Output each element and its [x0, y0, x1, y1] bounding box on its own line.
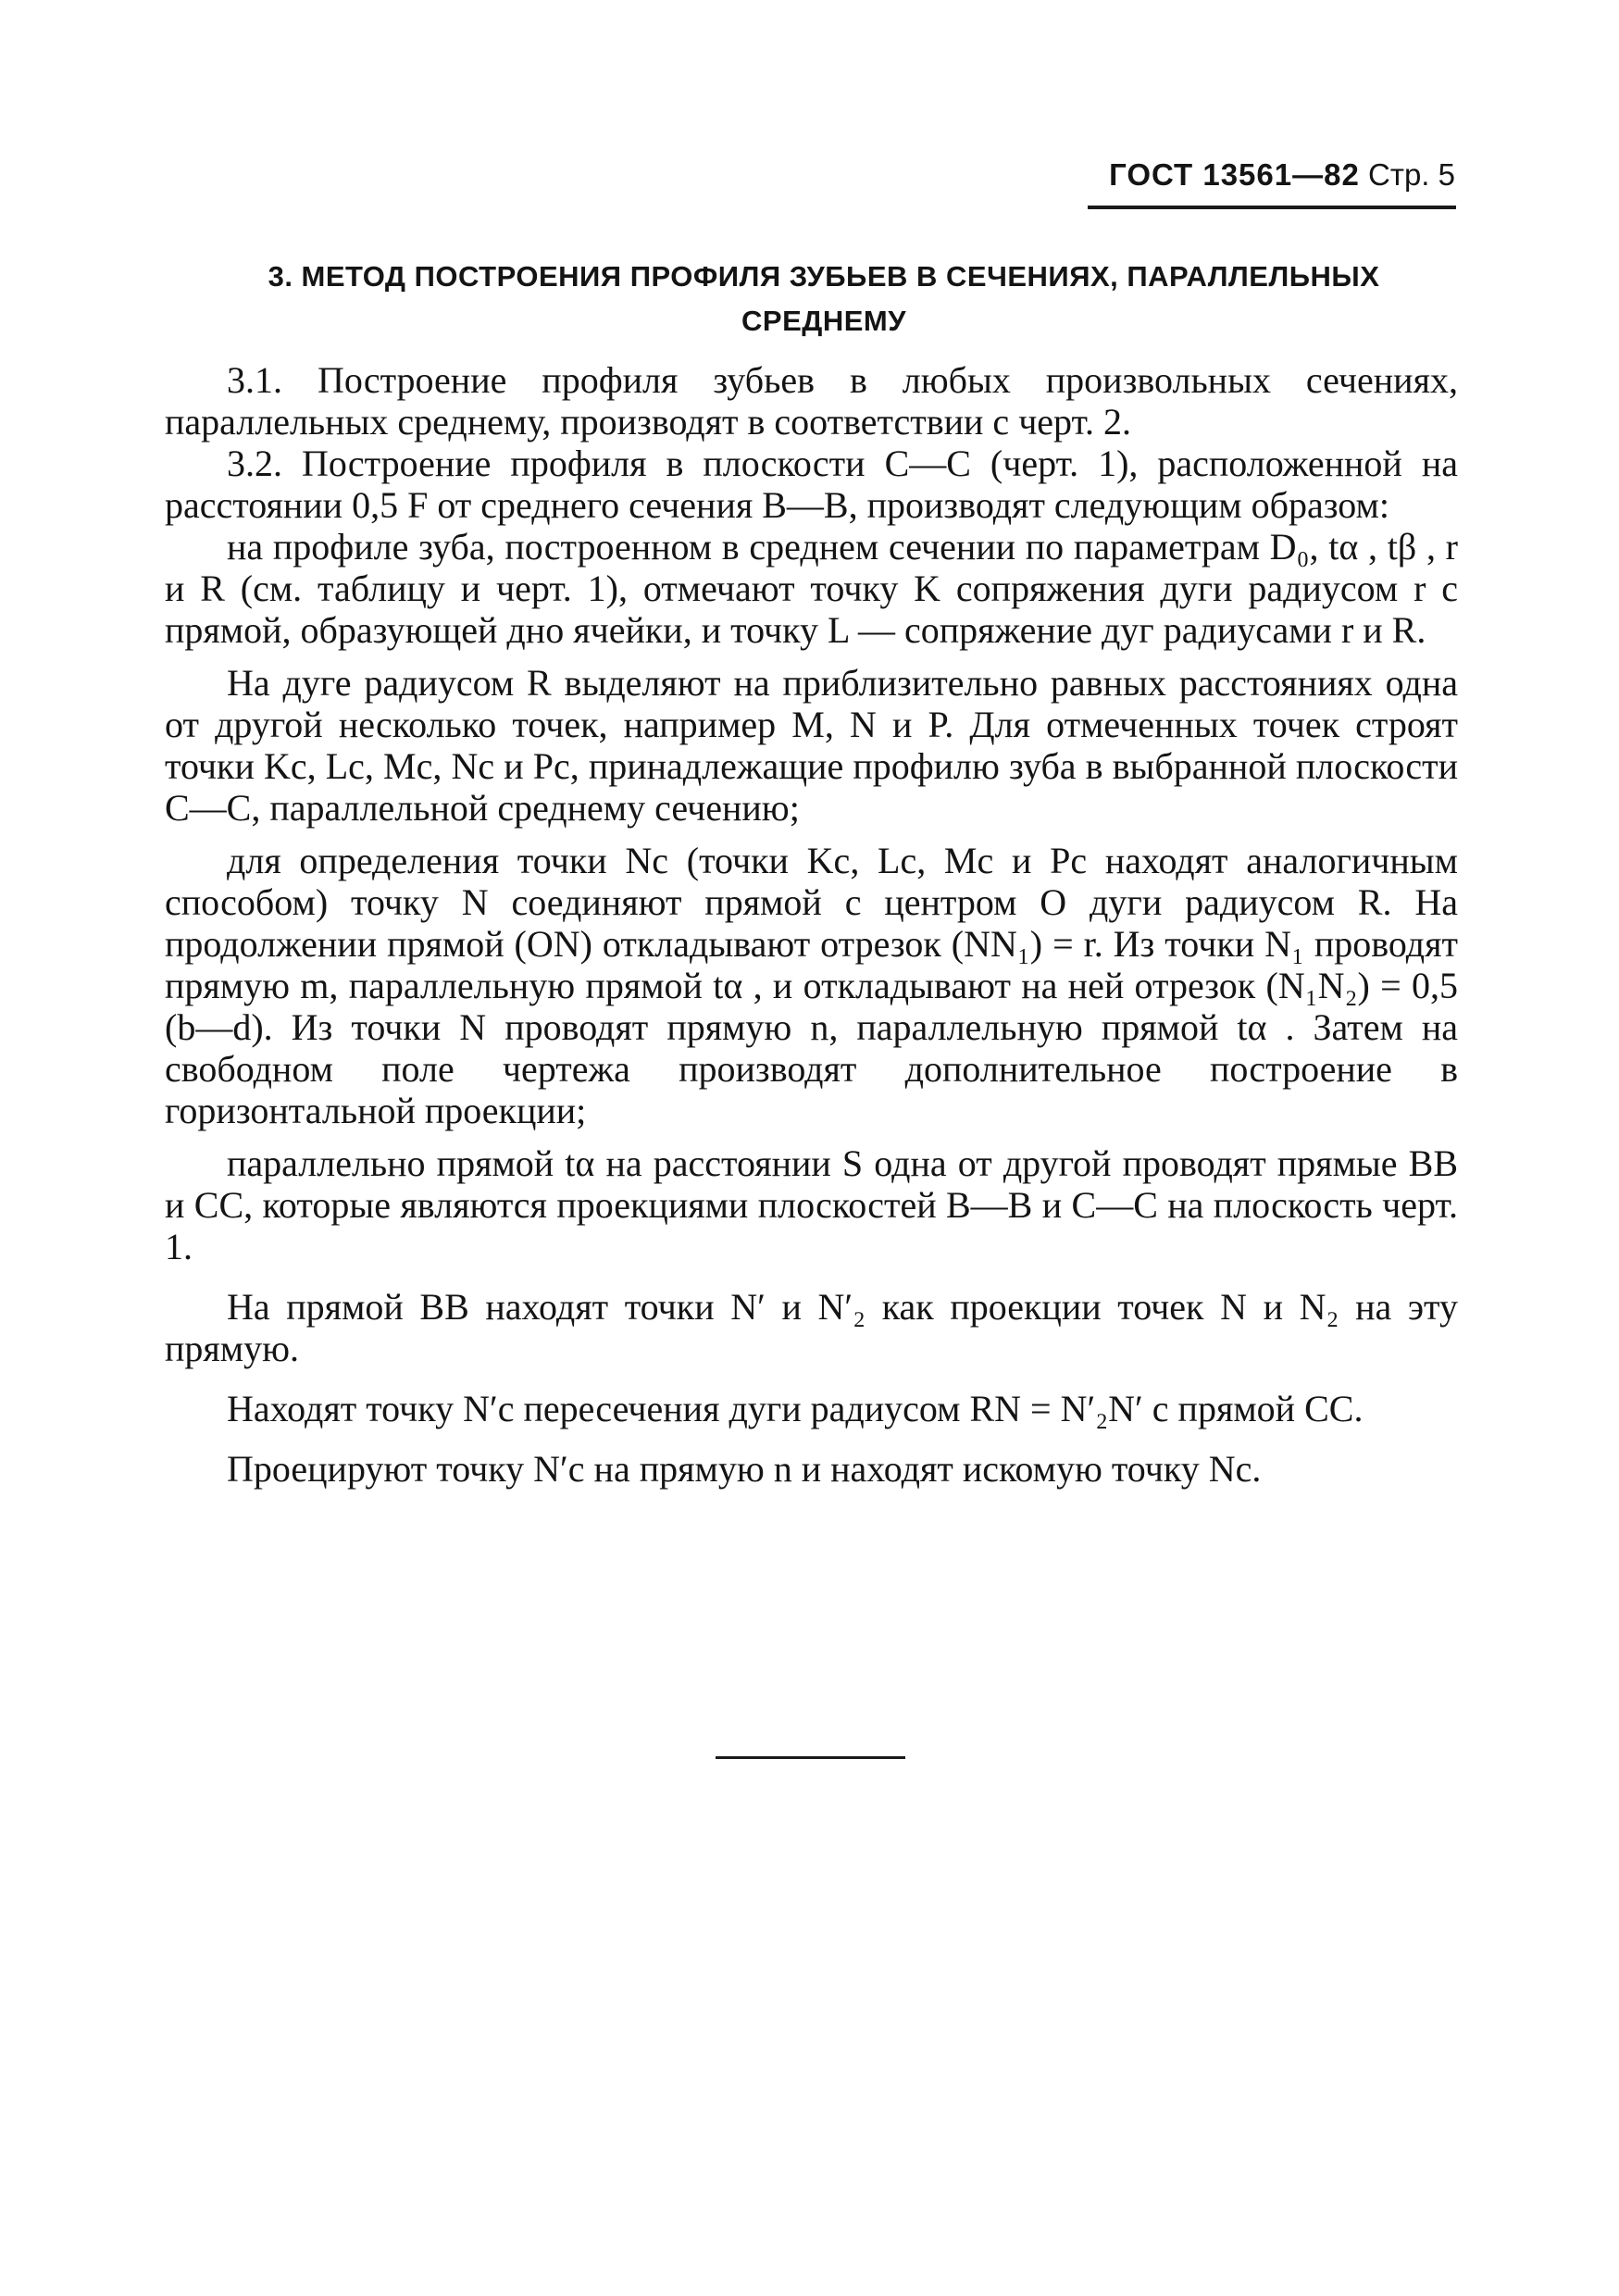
- paragraph-3-1: 3.1. Построение профиля зубьев в любых произвольных сечениях, параллельных среднему, производят в соответствии с черт. 2.: [165, 359, 1458, 443]
- paragraph: для определения точки Nc (точки Kc, Lc, Mc и Pc находят аналогичным способом) точку N соединяют прямой с центром O дуги радиусом R. На продолжении прямой (ON) откладывают отрезок (NN₁) = r. Из точки N₁ проводят прямую m, параллельную прямой tα , и откладывают на ней отрезок (N₁N₂) = 0,5 (b—d). Из точки N проводят прямую n, параллельную прямой tα . Затем на свободном поле чертежа производят дополнительное построение в горизонтальной проекции;: [165, 840, 1458, 1131]
- paragraph-3-2: 3.2. Построение профиля в плоскости C—C (черт. 1), расположенной на расстоянии 0,5 F от среднего сечения B—B, производят следующим образом:: [165, 443, 1458, 526]
- header-rule: [1088, 206, 1456, 209]
- end-rule: [716, 1756, 905, 1759]
- page-number: Стр. 5: [1368, 157, 1455, 192]
- section-heading: 3. МЕТОД ПОСТРОЕНИЯ ПРОФИЛЯ ЗУБЬЕВ В СЕЧЕНИЯХ, ПАРАЛЛЕЛЬНЫХ СРЕДНЕМУ: [268, 260, 1380, 337]
- standard-code: ГОСТ 13561—82: [1109, 157, 1360, 192]
- paragraph: на профиле зуба, построенном в среднем сечении по параметрам D₀, tα , tβ , r и R (см. таблицу и черт. 1), отмечают точку K сопряжения дуги радиусом r с прямой, образующей дно ячейки, и точку L — сопряжение дуг радиусами r и R.: [165, 526, 1458, 651]
- paragraph: Находят точку N′c пересечения дуги радиусом RN = N′₂N′ с прямой CC.: [227, 1388, 1364, 1429]
- paragraph: Проецируют точку N′c на прямую n и находят искомую точку Nc.: [227, 1448, 1262, 1490]
- page-header: [1109, 157, 1455, 193]
- body-text: [165, 359, 1458, 1490]
- paragraph: На прямой BB находят точки N′ и N′₂ как проекции точек N и N₂ на эту прямую.: [165, 1286, 1458, 1369]
- paragraph: параллельно прямой tα на расстоянии S одна от другой проводят прямые BB и CC, которые являются проекциями плоскостей B—B и C—C на плоскость черт. 1.: [165, 1142, 1458, 1267]
- paragraph: На дуге радиусом R выделяют на приблизительно равных расстояниях одна от другой несколько точек, например M, N и P. Для отмеченных точек строят точки Kc, Lc, Mc, Nc и Pc, принадлежащие профилю зуба в выбранной плоскости C—C, параллельной среднему сечению;: [165, 662, 1458, 829]
